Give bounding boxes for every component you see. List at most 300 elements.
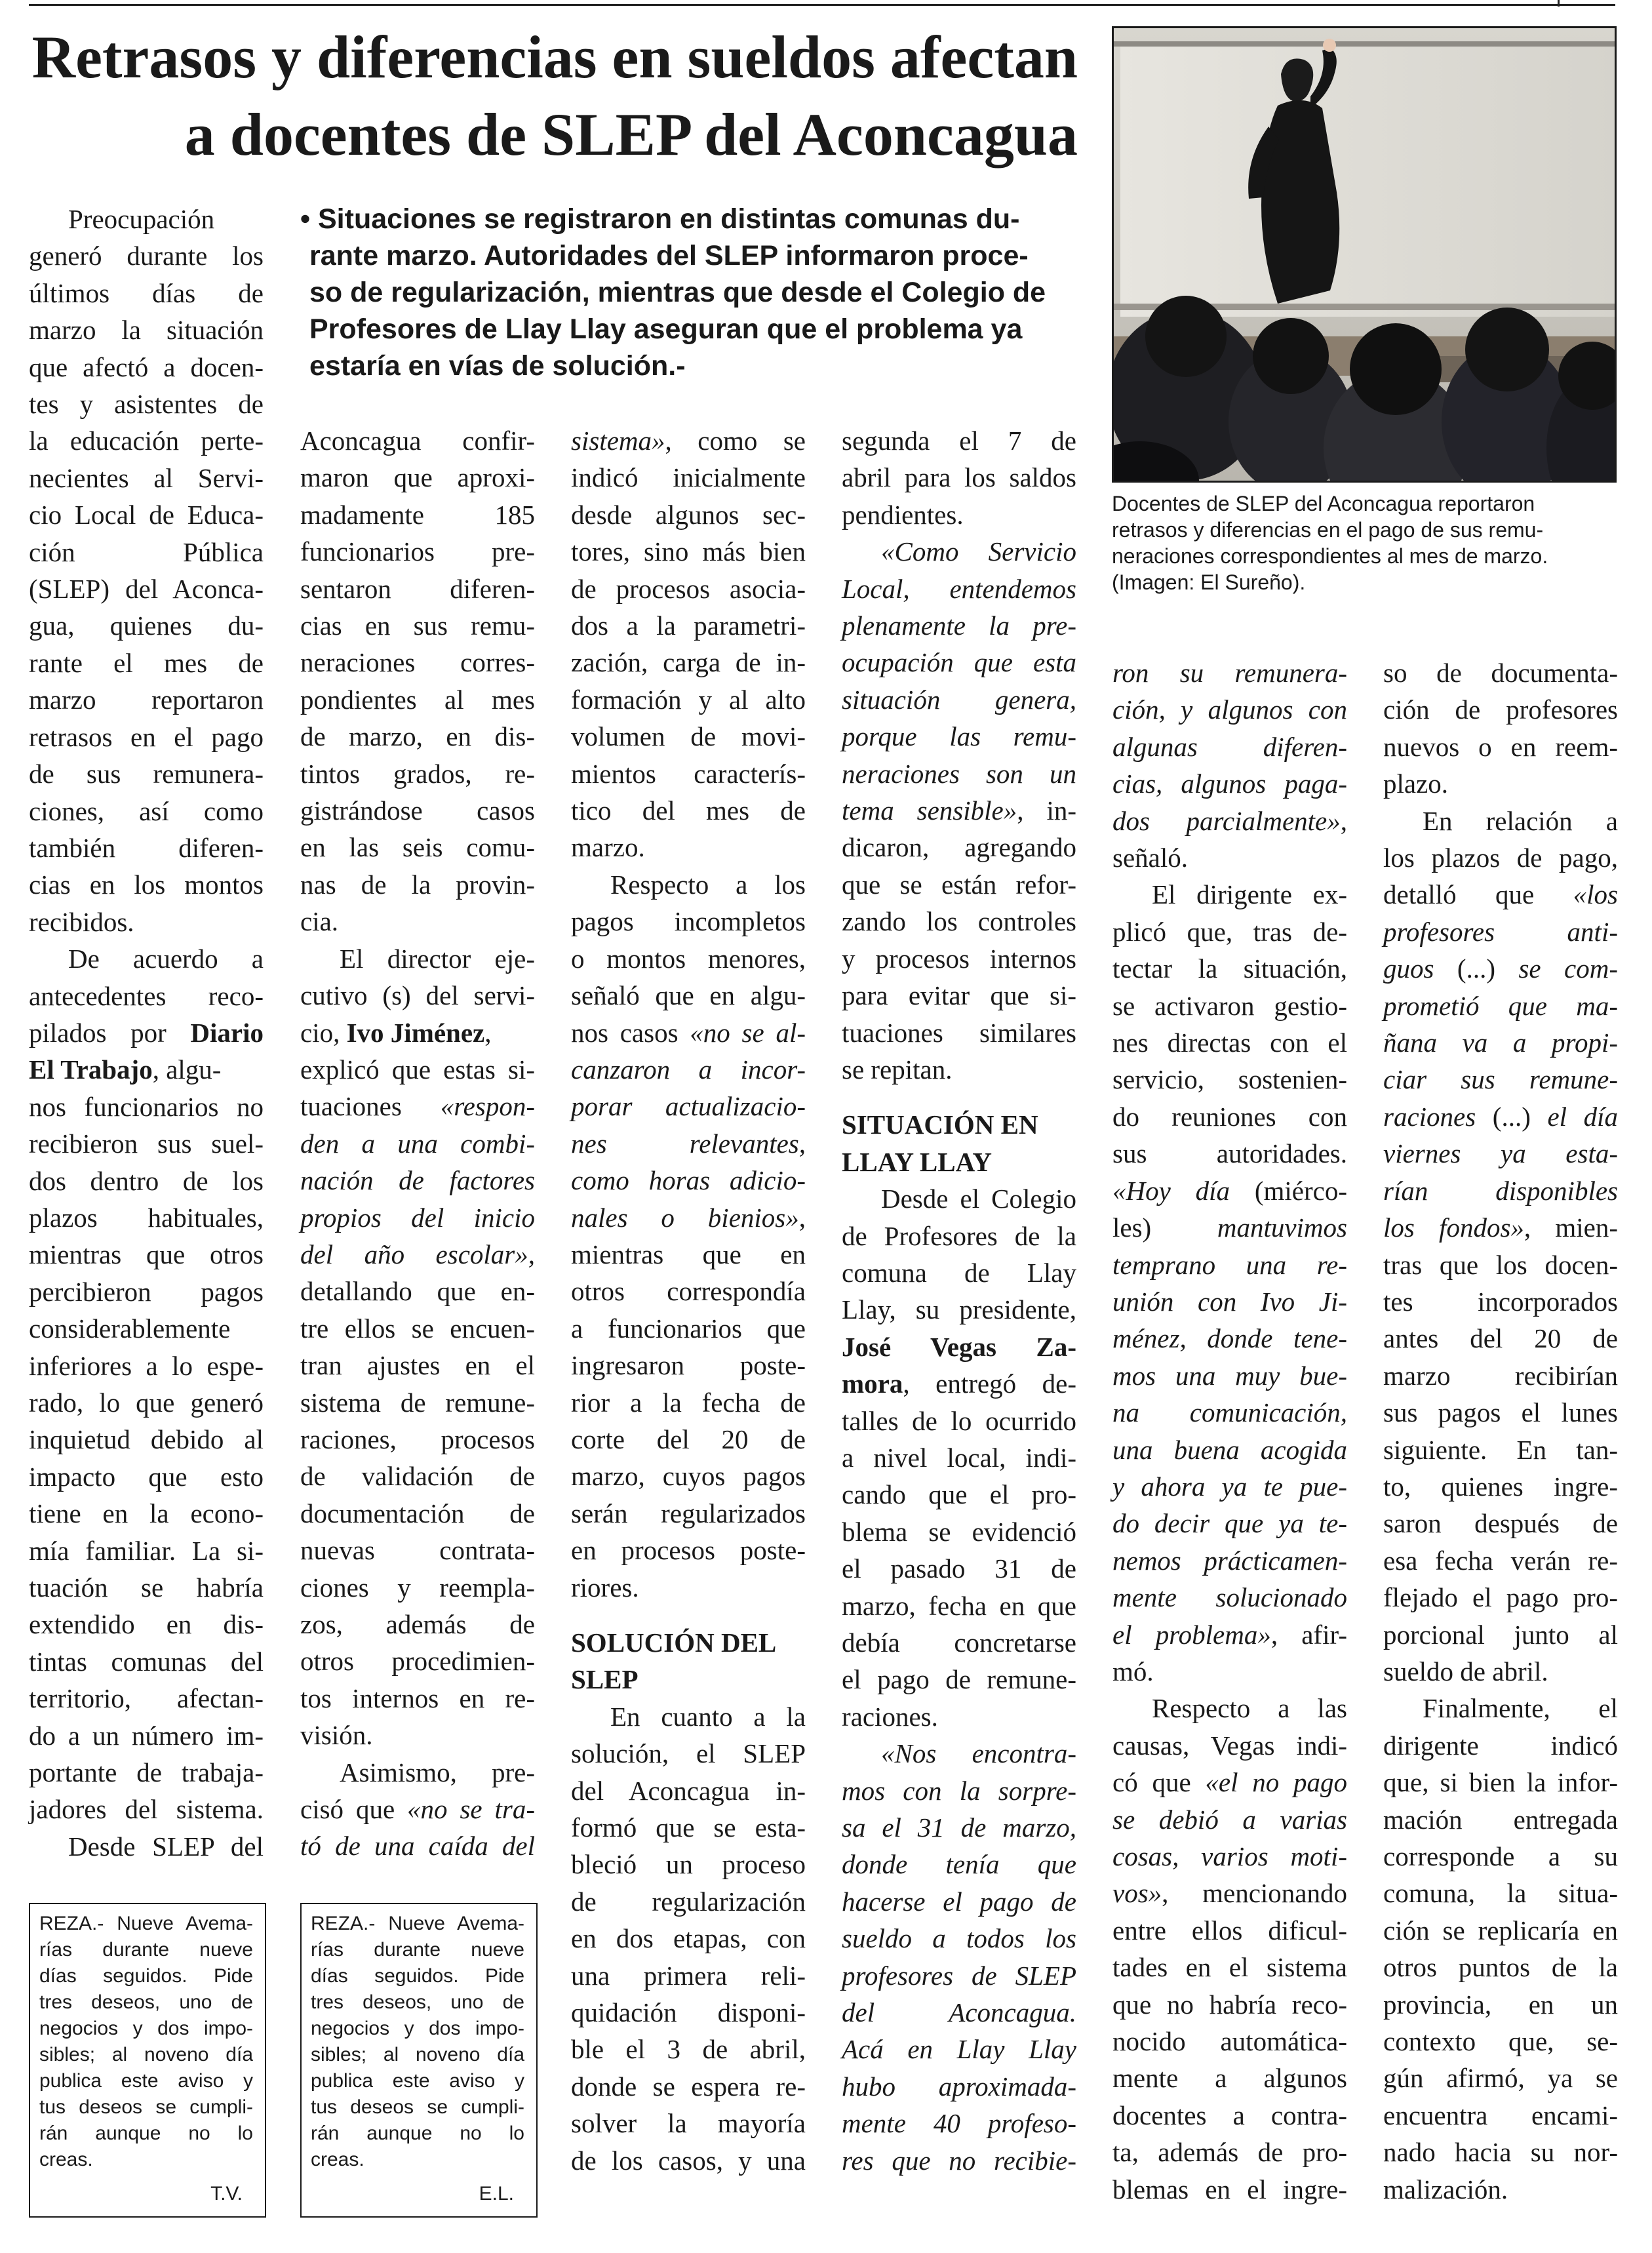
text-line (300, 1088, 535, 1125)
caption-line: retrasos y diferencias en el pago de sus remu- (1112, 518, 1544, 542)
article-photo (1112, 26, 1617, 483)
text-line: rado, lo que generó (29, 1387, 264, 1418)
caption-line: Docentes de SLEP del Aconcagua reportaron (1112, 492, 1535, 515)
text-fragment: detalló que (1383, 879, 1535, 910)
quote-fragment: tema sensible» (842, 795, 1017, 826)
text-line: servicio, sostenien- (1112, 1064, 1347, 1095)
text-line: nocido automática- (1112, 2026, 1347, 2057)
text-line (571, 422, 806, 459)
text-line: formación y al alto (571, 684, 806, 715)
photo-caption (1112, 490, 1630, 595)
text-line: encuentra encami- (1383, 2100, 1618, 2130)
text-line: que, si bien la infor- (1383, 1767, 1618, 1798)
quote-line: algunas diferen- (1112, 731, 1347, 762)
text-line: do a un número im- (29, 1720, 264, 1751)
text-line: entre ellos dificul- (1112, 1915, 1347, 1945)
newspaper-name: Diario (190, 1017, 264, 1048)
text-line: talles de lo ocurrido (842, 1405, 1076, 1436)
text-line: que no habría reco- (1112, 1989, 1347, 2020)
text-line: últimos días de (29, 277, 264, 308)
reza-line: días seguidos. Pide (39, 1965, 253, 1987)
deck-line: • Situaciones se registraron en distintas comunas du- (300, 203, 1020, 235)
quote-fragment: «no se tra- (407, 1794, 535, 1825)
quote-line: mente solucionado (1112, 1582, 1347, 1613)
quote-line: situación genera, (842, 684, 1076, 715)
quote-line: mos con la sorpre- (842, 1775, 1076, 1806)
reza-line: tus deseos se cumpli- (39, 2096, 253, 2118)
quote-line: ción, y algunos con (1112, 694, 1347, 725)
reza-line: creas. (39, 2149, 93, 2170)
text-line: tras que los docen- (1383, 1249, 1618, 1280)
text-line: Llay, su presidente, (842, 1294, 1076, 1325)
article-column-3 (571, 422, 806, 2179)
quote-line: plenamente la pre- (842, 610, 1076, 641)
text-line: serán regularizados (571, 1498, 806, 1528)
reza-line: publica este aviso y (39, 2070, 253, 2092)
reza-signature: E.L. (479, 2183, 514, 2204)
text-line: los plazos de pago, (1383, 843, 1618, 873)
text-line: antecedentes reco- (29, 980, 264, 1011)
text-line: ción Pública (29, 536, 264, 567)
quote-line: «Como Servicio (881, 536, 1076, 567)
quote-line: «Nos encontra- (881, 1738, 1076, 1769)
text-line: señaló. (1112, 843, 1188, 873)
text-line (1112, 1764, 1347, 1801)
text-line: nuevas contrata- (300, 1535, 535, 1566)
text-line: de marzo, en dis- (300, 721, 535, 752)
text-line: volumen de movi- (571, 721, 806, 752)
text-line: donde se espera re- (571, 2071, 806, 2102)
text-line: zación, carga de in- (571, 647, 806, 678)
text-line (571, 1199, 806, 1236)
text-line (1383, 1209, 1618, 1246)
text-line: recibidos. (29, 906, 134, 937)
text-line: so de documenta- (1383, 658, 1618, 688)
text-fragment: tuaciones (300, 1091, 402, 1122)
reza-signature: T.V. (210, 2183, 243, 2204)
text-line: marzo, cuyos pagos (571, 1461, 806, 1492)
text-line: docentes a contra- (1112, 2100, 1347, 2130)
text-line: El director eje- (340, 943, 535, 974)
text-line: En cuanto a la (610, 1701, 806, 1732)
person-name: Ivo Jiménez (346, 1017, 485, 1048)
caption-line: (Imagen: El Sureño). (1112, 570, 1306, 594)
text-line: en dos etapas, con (571, 1923, 806, 1954)
quote-fragment: nales o bienios» (571, 1202, 799, 1233)
text-line: formó que se esta- (571, 1812, 806, 1843)
text-line: raciones. (842, 1701, 938, 1732)
text-line: corte del 20 de (571, 1424, 806, 1454)
text-line: nas de la provin- (300, 869, 535, 900)
text-line: mientos caracterís- (571, 758, 806, 789)
text-line (1383, 950, 1618, 987)
text-line: del Aconcagua in- (571, 1775, 806, 1806)
text-line: considerablemente (29, 1313, 231, 1344)
quote-line: cias, algunos paga- (1112, 768, 1347, 799)
text-line: tes incorporados (1383, 1286, 1618, 1317)
quote-line: porar actualizacio- (571, 1091, 806, 1122)
text-line: Asimismo, pre- (340, 1757, 535, 1787)
text-fragment: , (484, 1017, 492, 1048)
quote-fragment: el día (1547, 1101, 1619, 1132)
text-line: jadores del sistema. (29, 1794, 264, 1825)
text-fragment: , mencionando (1162, 1878, 1347, 1909)
deck-line: Profesores de Llay Llay aseguran que el problema ya (309, 313, 1023, 345)
quote-line: y ahora ya te pue- (1112, 1471, 1347, 1502)
quote-fragment: guos (1383, 953, 1434, 984)
quote-fragment: «no se al- (690, 1017, 806, 1048)
text-line (300, 1014, 535, 1051)
quote-line: res que no recibie- (842, 2145, 1076, 2176)
quote-line: nes relevantes, (571, 1128, 806, 1159)
text-line: dicaron, agregando (842, 832, 1076, 863)
text-line: y procesos internos (842, 943, 1076, 974)
text-line: tre ellos se encuen- (300, 1313, 535, 1344)
quote-line: nación de factores (300, 1165, 535, 1196)
text-line (1383, 1098, 1618, 1135)
text-line: zando los controles (842, 906, 1076, 937)
text-line: tectar la situación, (1112, 953, 1347, 984)
text-line: extendido en dis- (29, 1609, 264, 1640)
text-line: funcionarios pre- (300, 536, 535, 567)
text-line: antes del 20 de (1383, 1323, 1618, 1354)
text-line: cia. (300, 906, 339, 937)
text-line: nes directas con el (1112, 1027, 1347, 1058)
text-line: sus autoridades. (1112, 1138, 1347, 1169)
quote-line: ciar sus remune- (1383, 1064, 1618, 1095)
text-line: sueldo de abril. (1383, 1656, 1548, 1686)
text-line: a funcionarios que (571, 1313, 806, 1344)
text-line (1112, 1616, 1347, 1653)
quote-line: ron su remunera- (1112, 658, 1347, 688)
reza-line: tres deseos, uno de (311, 1991, 524, 2013)
text-line: malización. (1383, 2174, 1508, 2204)
quote-line: prometió que ma- (1383, 990, 1618, 1021)
text-line: dos dentro de los (29, 1165, 264, 1196)
reza-line: creas. (311, 2149, 364, 2170)
quote-fragment: el problema» (1112, 1619, 1271, 1650)
text-line: provincia, en un (1383, 1989, 1618, 2020)
text-line: tores, sino más bien (571, 536, 806, 567)
text-line: para evitar que si- (842, 980, 1076, 1011)
quote-line: se debió a varias (1112, 1804, 1347, 1835)
text-line: tades en el sistema (1112, 1952, 1347, 1983)
text-line: pendientes. (842, 499, 964, 530)
text-line: marzo la situación (29, 315, 264, 346)
text-line: mó. (1112, 1656, 1154, 1686)
text-line: plazos habituales, (29, 1202, 264, 1233)
text-line: territorio, afectan- (29, 1683, 264, 1714)
text-fragment: cisó que (300, 1794, 395, 1825)
reza-line: negocios y dos impo- (39, 2018, 253, 2039)
text-fragment: nos casos (571, 1017, 678, 1048)
text-line: madamente 185 (300, 499, 535, 530)
quote-line: propios del inicio (300, 1202, 535, 1233)
text-line: mientras que en (571, 1239, 806, 1269)
quote-fragment: los fondos» (1383, 1212, 1524, 1243)
text-line: El dirigente ex- (1152, 879, 1347, 910)
text-line: percibieron pagos (29, 1276, 264, 1307)
text-line: rior a la fecha de (571, 1387, 806, 1418)
text-line: tos internos en re- (300, 1683, 535, 1713)
reza-line: REZA.- Nueve Avema- (311, 1913, 524, 1934)
text-line: marzo reportaron (29, 685, 264, 715)
text-line: tiene en la econo- (29, 1498, 264, 1529)
quote-line: na comunicación, (1112, 1397, 1347, 1428)
text-line: Aconcagua confir- (300, 426, 535, 456)
reza-line: rías durante nueve (311, 1939, 524, 1961)
section-heading: SITUACIÓN EN (842, 1109, 1038, 1140)
text-line: se repitan. (842, 1054, 953, 1085)
text-fragment: , algu- (152, 1054, 222, 1085)
quote-fragment: «el no pago (1205, 1767, 1347, 1798)
text-line: blemas en el ingre- (1112, 2174, 1347, 2204)
text-line: tico del mes de (571, 795, 806, 826)
text-fragment: , afir- (1270, 1619, 1347, 1650)
article-column-5 (1112, 654, 1347, 2208)
text-line: raciones, procesos (300, 1424, 535, 1454)
text-line: corresponde a su (1383, 1841, 1618, 1871)
reza-line: rías durante nueve (39, 1939, 253, 1961)
text-line: sus pagos el lunes (1383, 1397, 1618, 1428)
quote-line: sueldo a todos los (842, 1923, 1076, 1954)
text-line: abril para los saldos (842, 462, 1076, 493)
text-line: mente a algunos (1112, 2063, 1347, 2094)
text-line: tintos grados, re- (300, 758, 535, 789)
text-line: tintas comunas del (29, 1646, 264, 1677)
quote-line: profesores de SLEP (842, 1960, 1076, 1991)
quote-line: tó de una caída del (300, 1831, 535, 1862)
quote-fragment: «respon- (440, 1091, 535, 1122)
section-heading: LLAY LLAY (842, 1146, 993, 1177)
photo-classroom-icon (1114, 28, 1615, 481)
text-line: el pago de remune- (842, 1664, 1076, 1695)
text-line: Desde el Colegio (881, 1184, 1076, 1214)
text-line: pagos incompletos (571, 906, 806, 937)
quote-line: neraciones son un (842, 758, 1076, 789)
reza-line: tus deseos se cumpli- (311, 2096, 524, 2118)
text-line: Respecto a las (1152, 1693, 1347, 1724)
quote-line: donde tenía que (842, 1849, 1076, 1880)
text-line: rante el mes de (29, 647, 264, 678)
text-line (1112, 1209, 1347, 1246)
quote-line: hubo aproximada- (842, 2071, 1076, 2102)
quote-line: den a una combi- (300, 1128, 535, 1159)
text-line: señaló que en algu- (571, 980, 806, 1011)
text-line (29, 1014, 264, 1051)
text-line: se activaron gestio- (1112, 990, 1347, 1021)
text-line: causas, Vegas indi- (1112, 1730, 1347, 1761)
text-line: Preocupación (68, 204, 215, 234)
quote-line: del año escolar», (300, 1239, 535, 1269)
text-line: De acuerdo a (68, 944, 264, 974)
text-line: bleció un proceso (571, 1849, 806, 1880)
text-line: (SLEP) del Aconca- (29, 574, 264, 605)
quote-line: cosas, varios moti- (1112, 1841, 1347, 1871)
deck-summary (300, 201, 1074, 384)
article-column-4 (842, 422, 1076, 2179)
text-fragment: , (1340, 805, 1347, 836)
text-line: siguiente. En tan- (1383, 1434, 1618, 1465)
text-line: to, quienes ingre- (1383, 1471, 1618, 1502)
text-line: sistema de remune- (300, 1387, 535, 1418)
text-line: ciones, así como (29, 795, 264, 826)
text-line: porcional junto al (1383, 1619, 1618, 1650)
quote-fragment: sistema» (571, 426, 665, 456)
text-line: mía familiar. La si- (29, 1535, 264, 1566)
text-line: esa fecha verán re- (1383, 1545, 1618, 1576)
quote-fragment: «Hoy día (1112, 1175, 1230, 1206)
text-line: solución, el SLEP (571, 1738, 806, 1769)
quote-fragment: se com- (1518, 953, 1618, 984)
text-line: saron después de (1383, 1508, 1618, 1539)
text-line: segunda el 7 de (842, 426, 1076, 456)
text-line: de regularización (571, 1886, 806, 1917)
text-line: de los casos, y una (571, 2145, 806, 2176)
text-line: gua, quienes du- (29, 610, 264, 641)
quote-line: Acá en Llay Llay (842, 2034, 1076, 2065)
quote-fragment: vos» (1112, 1878, 1162, 1909)
text-line: retrasos en el pago (29, 721, 264, 752)
text-fragment: cio, (300, 1017, 340, 1048)
quote-line: mos una muy bue- (1112, 1360, 1347, 1391)
text-line: En relación a (1423, 805, 1618, 836)
quote-line: hacerse el pago de (842, 1886, 1076, 1917)
text-line: flejado el pago pro- (1383, 1582, 1618, 1613)
headline-line: Retrasos y diferencias en sueldos afectan (31, 24, 1078, 90)
text-line: ciones y reempla- (300, 1572, 535, 1603)
text-line: cutivo (s) del servi- (300, 980, 535, 1011)
text-line: también diferen- (29, 832, 264, 863)
text-line: ta, además de pro- (1112, 2137, 1347, 2168)
text-fragment: les) (1112, 1212, 1152, 1243)
quote-line: temprano una re- (1112, 1249, 1347, 1280)
text-line: neraciones corres- (300, 647, 535, 678)
quote-line: una buena acogida (1112, 1434, 1347, 1465)
text-line: ble el 3 de abril, (571, 2034, 806, 2065)
text-line: en procesos poste- (571, 1535, 806, 1566)
text-fragment: (...) (1492, 1101, 1531, 1132)
text-line: que se están refor- (842, 869, 1076, 900)
text-line (29, 1051, 264, 1088)
text-line: desde algunos sec- (571, 499, 806, 530)
person-name: mora (842, 1368, 903, 1399)
text-line: zos, además de (300, 1609, 535, 1639)
text-line: Desde SLEP del (68, 1831, 264, 1862)
quote-fragment: raciones (1383, 1101, 1476, 1132)
text-line: sentaron diferen- (300, 573, 535, 604)
quote-line: unión con Ivo Ji- (1112, 1286, 1347, 1317)
text-line: una primera reli- (571, 1960, 806, 1991)
text-line: cando que el pro- (842, 1479, 1076, 1510)
text-line: debía concretarse (842, 1627, 1076, 1658)
article-column-2 (300, 422, 535, 1865)
deck-line: rante marzo. Autoridades del SLEP informaron proce- (309, 240, 1029, 271)
text-line: dirigente indicó (1383, 1730, 1618, 1761)
text-line (1112, 1172, 1347, 1209)
quote-line: viernes ya esta- (1383, 1138, 1618, 1169)
quote-line: rían disponibles (1383, 1175, 1618, 1206)
deck-line: so de regularización, mientras que desde el Colegio de (309, 277, 1046, 308)
text-line: a nivel local, indi- (842, 1442, 1076, 1473)
text-line: tran ajustes en el (300, 1350, 535, 1381)
quote-fragment: «los (1573, 879, 1618, 910)
text-line: portante de trabaja- (29, 1757, 264, 1788)
text-line: plicó que, tras de- (1112, 916, 1347, 947)
text-line: pondientes al mes (300, 684, 535, 715)
text-line: quidación disponi- (571, 1997, 806, 2028)
section-heading: SOLUCIÓN DEL (571, 1627, 777, 1658)
text-line: documentación de (300, 1498, 535, 1528)
reza-line: sibles; al noveno día (311, 2044, 524, 2065)
quote-fragment: dos parcialmente» (1112, 805, 1341, 836)
reza-line: tres deseos, uno de (39, 1991, 253, 2013)
text-line: de validación de (300, 1461, 535, 1492)
reza-line: días seguidos. Pide (311, 1965, 524, 1987)
text-line: tes y asistentes de (29, 389, 264, 420)
text-line: gistrándose casos (300, 795, 535, 826)
quote-line: como horas adicio- (571, 1165, 806, 1196)
quote-line: ocupación que esta (842, 647, 1076, 678)
text-line: visión. (300, 1720, 373, 1751)
quote-line: mente 40 profeso- (842, 2108, 1076, 2139)
headline (29, 18, 1078, 173)
reza-line: rán aunque no lo (39, 2123, 253, 2144)
text-line: riores. (571, 1572, 639, 1603)
text-line: en las seis comu- (300, 832, 535, 863)
text-fragment: (miérco- (1254, 1175, 1347, 1206)
quote-line: canzaron a incor- (571, 1054, 806, 1085)
caption-line: neraciones correspondientes al mes de marzo. (1112, 544, 1548, 568)
reza-line: sibles; al noveno día (39, 2044, 253, 2065)
article-column-1 (29, 201, 264, 1865)
text-line: impacto que esto (29, 1461, 264, 1492)
reza-line: rán aunque no lo (311, 2123, 524, 2144)
headline-line: a docentes de SLEP del Aconcagua (184, 101, 1078, 168)
text-fragment: (...) (1457, 953, 1495, 984)
text-line: detallando que en- (300, 1276, 535, 1307)
text-line: nuevos o en reem- (1383, 731, 1618, 762)
text-line: tuaciones similares (842, 1017, 1076, 1048)
text-line: inquietud debido al (29, 1424, 264, 1455)
text-line: Respecto a los (610, 869, 806, 900)
newspaper-name: El Trabajo (29, 1054, 153, 1085)
reza-line: REZA.- Nueve Avema- (39, 1913, 253, 1934)
text-line: marzo recibirían (1383, 1360, 1618, 1391)
quote-line: Local, entendemos (842, 573, 1076, 604)
reza-notice-box (29, 1903, 266, 2218)
text-line: generó durante los (29, 241, 264, 271)
text-line (1112, 1875, 1347, 1911)
text-line: marzo, fecha en que (842, 1590, 1076, 1621)
quote-line: profesores anti- (1383, 916, 1618, 947)
person-name-line: José Vegas Za- (842, 1331, 1076, 1362)
text-fragment: , entregó de- (903, 1368, 1076, 1399)
text-fragment: có que (1112, 1767, 1191, 1798)
text-line: ingresaron poste- (571, 1350, 806, 1381)
text-line: explicó que estas si- (300, 1054, 535, 1085)
deck-line: estaría en vías de solución.- (309, 350, 686, 382)
quote-line: nemos prácticamen- (1112, 1545, 1347, 1576)
text-line: nos funcionarios no (29, 1091, 264, 1122)
quote-line: porque las remu- (842, 721, 1076, 752)
text-line: solver la mayoría (571, 2108, 806, 2139)
text-line: nado hacia su nor- (1383, 2137, 1618, 2168)
text-line: cio Local de Educa- (29, 500, 264, 530)
text-line: o montos menores, (571, 943, 806, 974)
text-line: inferiores a lo espe- (29, 1350, 264, 1381)
text-line: recibieron sus suel- (29, 1128, 264, 1159)
